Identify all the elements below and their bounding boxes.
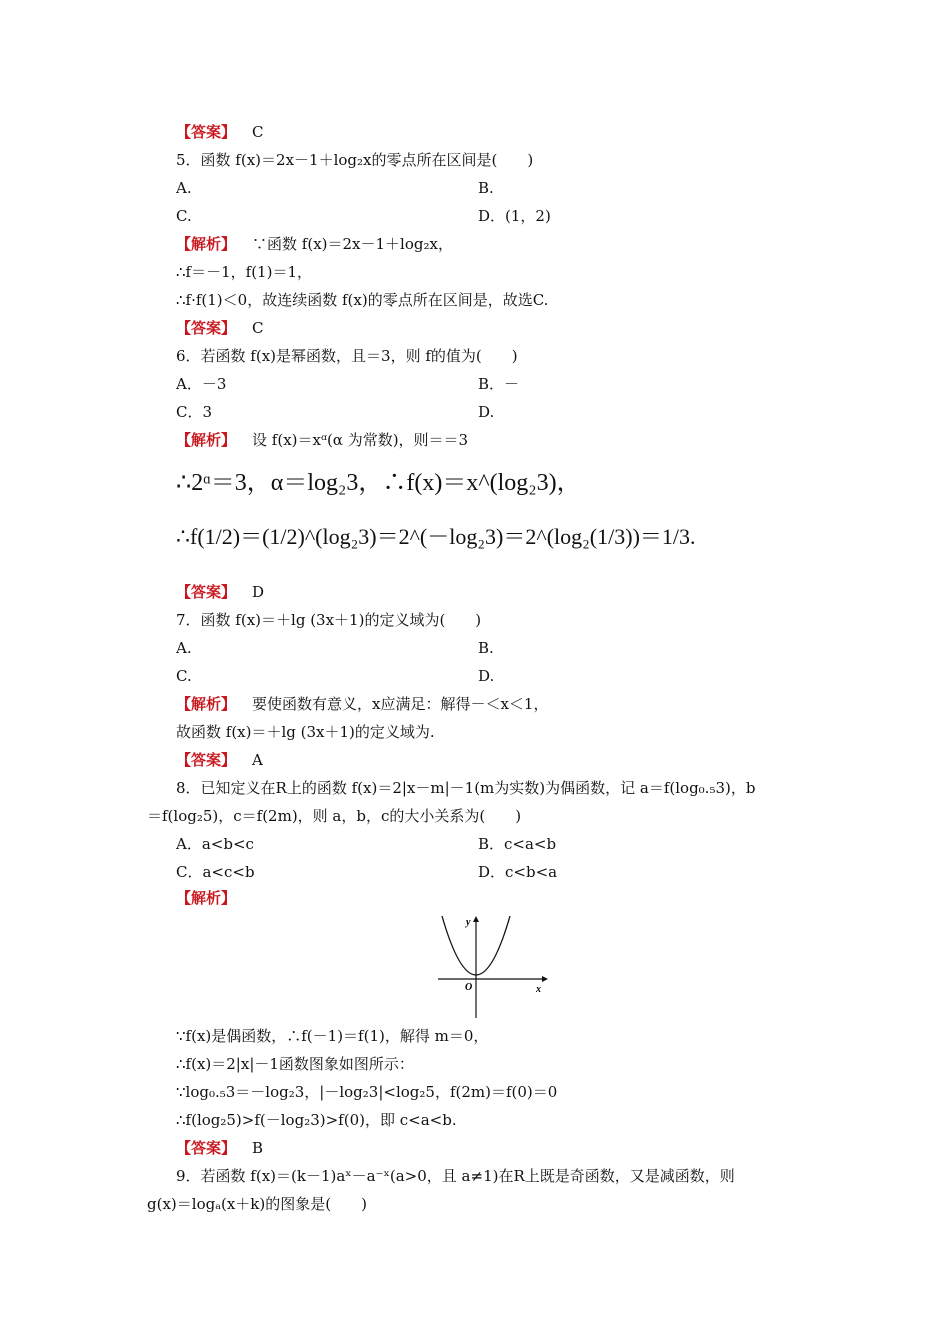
- analysis-step: ∵f(x)是偶函数，∴f(－1)＝f(1)，解得 m＝0，: [176, 1027, 489, 1045]
- q5-option-a: A.: [176, 179, 192, 197]
- analysis-line-7: [176, 692, 548, 716]
- analysis-step: 故函数 f(x)＝＋lg (3x＋1)的定义域为.: [176, 723, 435, 741]
- q7-option-b: B.: [478, 639, 494, 657]
- answer-tag: 【答案】: [176, 319, 237, 337]
- answer-value: B: [252, 1139, 264, 1157]
- answer-line-4: [176, 120, 264, 144]
- answer-tag: 【答案】: [176, 123, 237, 141]
- analysis-step: ∴f(x)＝2|x|－1函数图象如图所示：: [176, 1055, 414, 1073]
- analysis-step: ∵log₀.₅3＝－log₂3，|－log₂3|<log₂5，f(2m)＝f(0)＝0: [176, 1083, 558, 1101]
- analysis-line-5: [176, 232, 453, 256]
- answer-line-6: [176, 580, 264, 604]
- question-8: 8．已知定义在R上的函数 f(x)＝2|x－m|－1(m为实数)为偶函数，记 a＝f(log₀.₅3)，b: [176, 779, 756, 797]
- x-axis-arrow: [542, 976, 548, 982]
- q8-option-d: D．c<b<a: [478, 863, 558, 881]
- question-7: 7．函数 f(x)＝＋lg (3x＋1)的定义域为( ): [176, 611, 482, 629]
- question-5: 5．函数 f(x)＝2x－1＋log₂x的零点所在区间是( ): [176, 151, 534, 169]
- q5-option-b: B.: [478, 179, 494, 197]
- origin-label: O: [465, 982, 473, 993]
- answer-line-5: [176, 316, 264, 340]
- answer-line-7: [176, 748, 263, 772]
- analysis-text: 设 f(x)＝xᵅ(α 为常数)，则＝＝3: [252, 431, 469, 449]
- answer-line-8: [176, 1136, 263, 1160]
- q8-option-c: C．a<c<b: [176, 863, 255, 881]
- answer-value: A: [252, 751, 263, 769]
- q7-option-c: C.: [176, 667, 192, 685]
- analysis-line-8: [176, 886, 252, 910]
- q7-option-d: D.: [478, 667, 495, 685]
- q8-option-a: A．a<b<c: [176, 835, 254, 853]
- question-9-cont: g(x)＝logₐ(x＋k)的图象是( ): [147, 1195, 367, 1213]
- x-label: x: [536, 984, 541, 995]
- analysis-text: 要使函数有意义，x应满足：解得－＜x＜1，: [252, 695, 549, 713]
- analysis-tag: 【解析】: [176, 695, 237, 713]
- answer-value: C: [252, 123, 264, 141]
- q5-option-c: C.: [176, 207, 192, 225]
- analysis-tag: 【解析】: [176, 235, 237, 253]
- question-8-cont: ＝f(log₂5)，c＝f(2m)，则 a，b，c的大小关系为( ): [147, 807, 522, 825]
- analysis-tag: 【解析】: [176, 431, 237, 449]
- q6-option-a: A．－3: [176, 375, 227, 393]
- analysis-text: ∵函数 f(x)＝2x－1＋log₂x，: [252, 235, 453, 253]
- question-9: 9．若函数 f(x)＝(k－1)aˣ－a⁻ˣ(a>0，且 a≠1)在R上既是奇函数，又是减函数，则: [176, 1167, 735, 1185]
- answer-value: C: [252, 319, 264, 337]
- formula-line-1: ∴2ᵅ＝3，α＝log₂3，∴f(x)＝x^(log₂3)，: [176, 470, 581, 496]
- answer-tag: 【答案】: [176, 751, 237, 769]
- parabola-graph: [432, 912, 552, 1022]
- y-axis-arrow: [473, 916, 479, 922]
- q6-option-d: D.: [478, 403, 495, 421]
- y-label: y: [466, 917, 471, 928]
- analysis-tag: 【解析】: [176, 889, 237, 907]
- answer-value: D: [252, 583, 265, 601]
- q8-option-b: B．c<a<b: [478, 835, 557, 853]
- analysis-step: ∴f(log₂5)>f(－log₂3)>f(0)，即 c<a<b.: [176, 1111, 457, 1129]
- answer-tag: 【答案】: [176, 1139, 237, 1157]
- answer-tag: 【答案】: [176, 583, 237, 601]
- q7-option-a: A.: [176, 639, 192, 657]
- q6-option-c: C．3: [176, 403, 213, 421]
- q5-option-d: D．(1，2): [478, 207, 551, 225]
- analysis-line-6: [176, 428, 468, 452]
- analysis-step: ∴f＝－1，f(1)＝1，: [176, 263, 312, 281]
- formula-line-2: ∴f(1/2)＝(1/2)^(log₂3)＝2^(－log₂3)＝2^(log₂(1/3))＝1/3.: [176, 524, 696, 549]
- q6-option-b: B．－: [478, 375, 520, 393]
- analysis-step: ∴f·f(1)＜0，故连续函数 f(x)的零点所在区间是，故选C.: [176, 291, 549, 309]
- question-6: 6．若函数 f(x)是幂函数，且＝3，则 f的值为( ): [176, 347, 518, 365]
